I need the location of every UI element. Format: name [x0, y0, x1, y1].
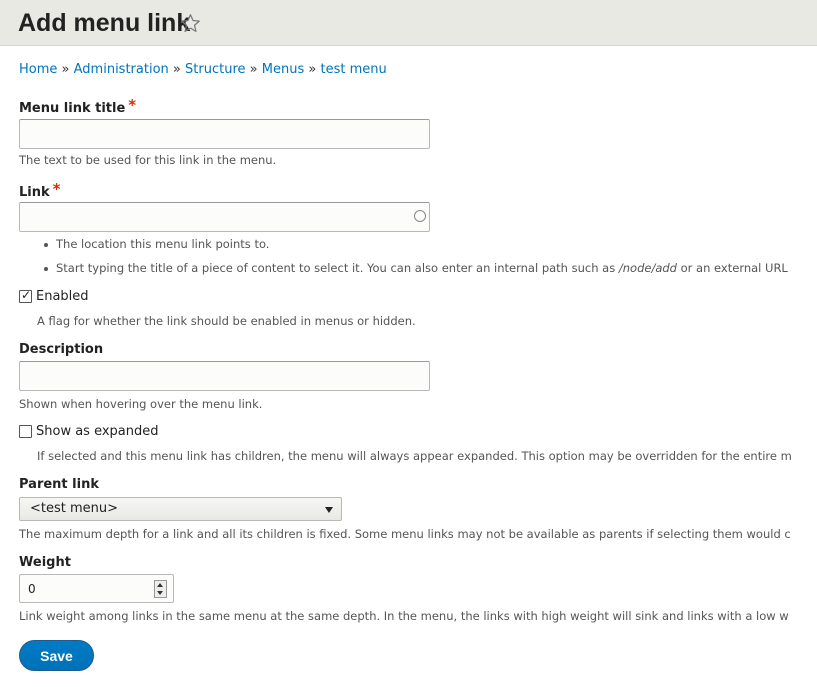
- description-label: Description: [19, 342, 104, 357]
- breadcrumb-administration[interactable]: Administration: [73, 62, 169, 77]
- link-label-text: Link: [19, 185, 50, 200]
- parent-link-description: The maximum depth for a link and all its children is fixed. Some menu links may not be available as parents if selecting them would c: [19, 527, 791, 541]
- bullet-icon: [44, 243, 48, 247]
- weight-value: 0: [28, 582, 36, 596]
- show-as-expanded-description: If selected and this menu link has children, the menu will always appear expanded. This option may be overridden for the entire m: [37, 449, 792, 463]
- link-help-typing-prefix: Start typing the title of a piece of content to select it. You can also enter an internal path such as: [56, 261, 619, 275]
- breadcrumb-separator: »: [172, 62, 181, 77]
- breadcrumb-separator: »: [308, 62, 317, 77]
- bullet-icon: [44, 267, 48, 271]
- required-marker: *: [52, 180, 61, 198]
- spin-up-icon[interactable]: [157, 583, 163, 587]
- breadcrumb-menus[interactable]: Menus: [261, 62, 305, 77]
- breadcrumb-separator: »: [61, 62, 70, 77]
- star-shortcut-icon[interactable]: [180, 13, 201, 34]
- breadcrumb-test-menu[interactable]: test menu: [320, 62, 387, 77]
- description-input[interactable]: [19, 361, 430, 391]
- parent-link-selected-value: <test menu>: [30, 501, 119, 516]
- page-title: Add menu link: [18, 9, 191, 37]
- weight-label: Weight: [19, 555, 71, 570]
- parent-link-select[interactable]: [19, 497, 342, 521]
- weight-description: Link weight among links in the same menu at the same depth. In the menu, the links with high weight will sink and links with a low w: [19, 609, 789, 623]
- show-as-expanded-label[interactable]: Show as expanded: [36, 424, 159, 439]
- show-as-expanded-checkbox[interactable]: [19, 425, 32, 438]
- description-help: Shown when hovering over the menu link.: [19, 397, 263, 411]
- link-input[interactable]: [19, 202, 430, 232]
- menu-link-title-description: The text to be used for this link in the menu.: [19, 153, 277, 167]
- link-help-location: The location this menu link points to.: [56, 237, 270, 251]
- menu-link-title-label-text: Menu link title: [19, 101, 126, 116]
- menu-link-title-label: [19, 98, 136, 116]
- menu-link-title-input[interactable]: [19, 119, 430, 149]
- link-help-typing: [56, 261, 788, 275]
- breadcrumb-separator: »: [249, 62, 258, 77]
- spin-down-icon[interactable]: [157, 591, 163, 595]
- save-button[interactable]: Save: [19, 640, 94, 671]
- link-help-path-example: /node/add: [618, 261, 677, 275]
- breadcrumb-structure[interactable]: Structure: [185, 62, 246, 77]
- page-header: [0, 0, 817, 46]
- link-label: [19, 182, 61, 200]
- autocomplete-throbber-icon: [414, 210, 426, 222]
- checkmark-icon: ✓: [21, 288, 32, 302]
- link-help-typing-suffix: or an external URL: [676, 261, 788, 275]
- enabled-checkbox[interactable]: [19, 290, 32, 303]
- breadcrumb-home[interactable]: Home: [19, 62, 58, 77]
- enabled-label[interactable]: Enabled: [36, 289, 89, 304]
- parent-link-label: Parent link: [19, 477, 99, 492]
- breadcrumb: [19, 62, 387, 77]
- weight-input[interactable]: [19, 574, 174, 603]
- required-marker: *: [128, 96, 137, 114]
- chevron-down-icon: [325, 507, 333, 513]
- weight-stepper[interactable]: [154, 580, 167, 598]
- enabled-description: A flag for whether the link should be enabled in menus or hidden.: [37, 314, 416, 328]
